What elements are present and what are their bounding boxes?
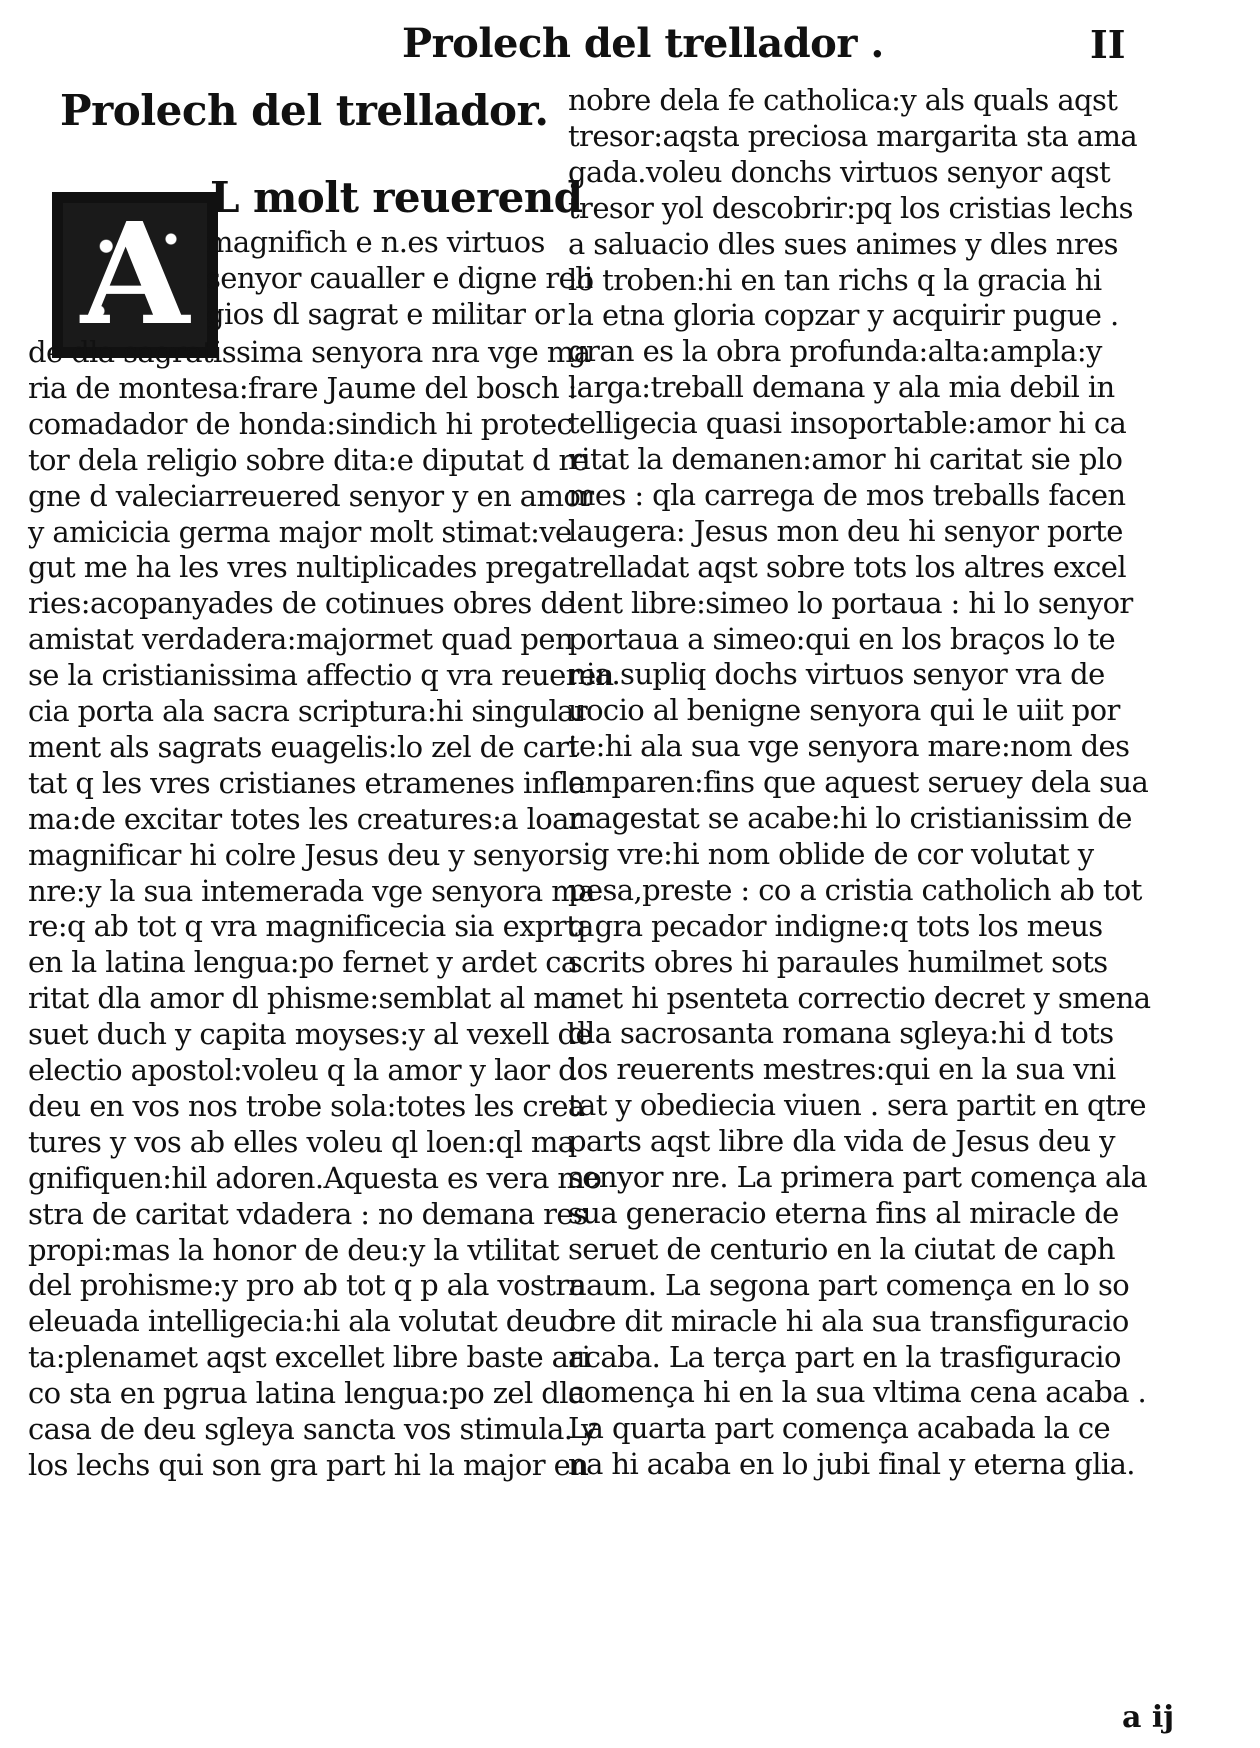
text-line: gios dl sagrat e militar or [206,297,565,331]
text-line: en la latina lengua:po fernet y ardet ca [28,945,578,980]
text-line: uocio al benigne senyora qui le uiit por [568,693,1120,728]
text-line: portaua a simeo:qui en los braços lo te [568,621,1116,656]
text-line: magnificar hi colre Jesus deu y senyor [28,837,568,872]
text-line: tures y vos ab elles voleu ql loen:ql ma [28,1124,575,1159]
text-line: a saluacio dles sues animes y dles nres [568,226,1118,261]
text-line: gut me ha les vres nultiplicades prega [28,550,568,585]
text-line: de dla sagratissima senyora nra vge ma [28,335,591,369]
text-line: pesa,preste : co a cristia catholich ab tot [568,872,1142,907]
running-title: Prolech del trellador . [402,20,884,67]
text-line: ries:acopanyades de cotinues obres de [28,586,575,621]
text-line: comença hi en la sua vltima cena acaba . [568,1375,1147,1410]
text-line: tresor yol descobrir:pq los cristias lechs [568,190,1133,225]
text-line: se la cristianissima affectio q vra reueren [28,658,614,693]
text-line: gran es la obra profunda:alta:ampla:y [568,334,1102,369]
text-line: eleuada intelligecia:hi ala volutat deuo [28,1304,576,1339]
text-line: tor dela religio sobre dita:e diputat d re [28,442,589,477]
text-line: L molt reuerend [210,173,583,222]
text-line: los lechs qui son gra part hi la major en [28,1447,589,1482]
text-line: met hi psenteta correctio decret y smena [568,980,1151,1015]
text-line: ritat dla amor dl phisme:semblat al ma [28,981,577,1016]
text-line: sig vre:hi nom oblide de cor volutat y [568,836,1094,871]
text-line: re:q ab tot q vra magnificecia sia exprta [28,909,594,944]
text-line: acaba. La terça part en la trasfiguracio [568,1339,1121,1374]
text-line: suet duch y capita moyses:y al vexell de [28,1017,593,1052]
text-line: magnifich e n.es virtuos [206,225,545,259]
text-line: los reuerents mestres:qui en la sua vni [568,1052,1116,1087]
text-line: gada.voleu donchs virtuos senyor aqst [568,154,1111,189]
text-line: trelladat aqst sobre tots los altres excel [568,549,1127,584]
text-line: ta:plenamet aqst excellet libre baste ari [28,1340,591,1375]
text-line: laugera: Jesus mon deu hi senyor porte [568,513,1123,548]
text-line: naum. La segona part comença en lo so [568,1267,1130,1302]
text-line: electio apostol:voleu q la amor y laor d [28,1053,577,1087]
text-line: parts aqst libre dla vida de Jesus deu y [568,1124,1115,1159]
text-line: emparen:fins que aquest seruey dela sua [568,765,1149,800]
text-line: mes : qla carrega de mos treballs facen [568,477,1126,512]
text-line: cia porta ala sacra scriptura:hi singular [28,694,588,728]
text-line: ma:de excitar totes les creatures:a loar [28,801,583,836]
drop-cap-letter: A [80,193,190,357]
text-line: telligecia quasi insoportable:amor hi ca [568,406,1127,441]
text-line: propi:mas la honor de deu:y la vtilitat [28,1232,560,1267]
text-line: q gra pecador indigne:q tots los meus [568,908,1103,943]
text-line: larga:treball demana y ala mia debil in [568,370,1115,405]
text-line: la etna gloria copzar y acquirir pugue . [568,298,1119,333]
text-line: ritat la demanen:amor hi caritat sie plo [568,442,1123,476]
text-line: gnifiquen:hil adoren.Aquesta es vera mo [28,1160,602,1195]
text-line: lent libre:simeo lo portaua : hi lo senyor [568,585,1133,620]
text-line: La quarta part comença acabada la ce [568,1411,1111,1446]
signature-mark: a ij [1122,1700,1175,1735]
text-line: nre:y la sua intemerada vge senyora ma [28,873,595,908]
text-line: senyor nre. La primera part comença ala [568,1160,1148,1194]
text-line: nobre dela fe catholica:y als quals aqst [568,83,1118,117]
text-line: seruet de centurio en la ciutat de caph [568,1231,1115,1266]
text-line: bre dit miracle hi ala sua transfiguracio [568,1303,1129,1338]
text-line: na hi acaba en lo jubi final y eterna glia. [568,1447,1135,1482]
section-heading: Prolech del trellador. [60,86,549,135]
text-line: stra de caritat vdadera : no demana res [28,1196,588,1231]
text-line: tat y obediecia viuen . sera partit en qtre [568,1088,1146,1123]
text-line: senyor caualler e digne reli [206,261,593,295]
text-line: gne d valeciarreuered senyor y en amor [28,478,594,513]
folio-number: II [1090,22,1126,67]
text-line: nia.supliq dochs virtuos senyor vra de [568,657,1105,692]
text-line: te:hi ala sua vge senyora mare:nom des [568,729,1130,764]
text-line: deu en vos nos trobe sola:totes les crea [28,1088,585,1123]
text-line: amistat verdadera:majormet quad pen [28,622,574,657]
text-line: del prohisme:y pro ab tot q p ala vostra [28,1268,586,1303]
text-line: lo troben:hi en tan richs q la gracia hi [568,262,1102,297]
text-line: dla sacrosanta romana sgleya:hi d tots [568,1016,1114,1051]
text-line: casa de deu sgleya sancta vos stimula. y [28,1412,597,1446]
text-line: sua generacio eterna fins al miracle de [568,1195,1119,1230]
text-line: tresor:aqsta preciosa margarita sta ama [568,118,1138,153]
text-line: y amicicia germa major molt stimat:ve [28,514,572,549]
text-line: scrits obres hi paraules humilmet sots [568,944,1108,979]
text-line: ment als sagrats euagelis:lo zel de cari [28,729,578,764]
text-line: magestat se acabe:hi lo cristianissim de [568,801,1132,835]
text-line: tat q les vres cristianes etramenes infla [28,765,586,800]
text-line: co sta en pgrua latina lengua:po zel dla [28,1376,585,1411]
text-line: ria de montesa:frare Jaume del bosch : [28,370,577,405]
text-line: comadador de honda:sindich hi protec [28,406,573,441]
